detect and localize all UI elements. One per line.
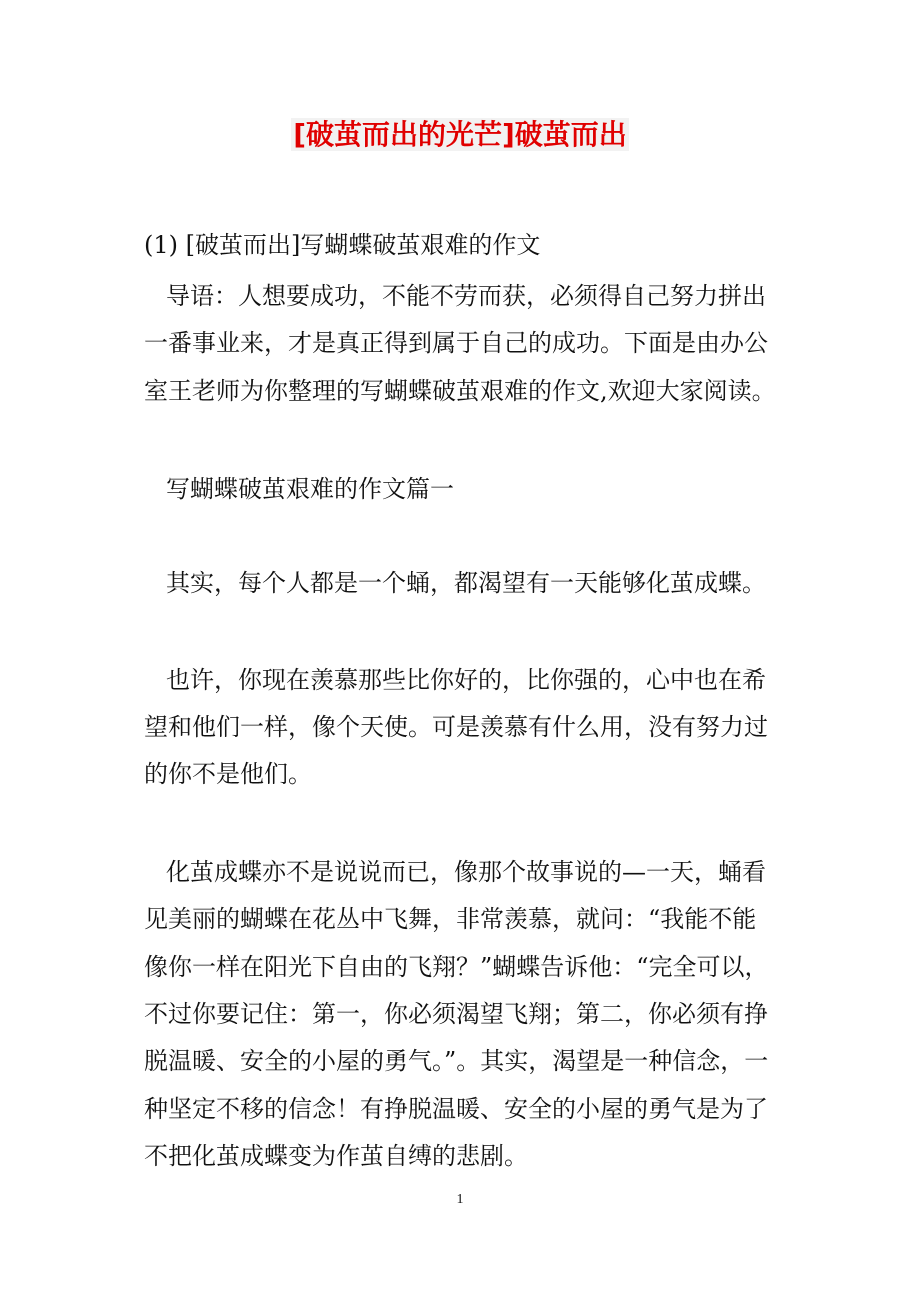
- paragraph-line: 室王老师为你整理的写蝴蝶破茧艰难的作文,欢迎大家阅读。: [144, 377, 776, 405]
- paragraph-line: 其实，每个人都是一个蛹，都渴望有一天能够化茧成蝶。: [166, 569, 766, 597]
- paragraph-line: 导语：人想要成功，不能不劳而获，必须得自己努力拼出: [166, 282, 766, 310]
- paragraph-line: 不把化茧成蝶变为作茧自缚的悲剧。: [144, 1142, 528, 1170]
- paragraph-line: 一番事业来，才是真正得到属于自己的成功。下面是由办公: [144, 329, 768, 357]
- paragraph-line: 不过你要记住：第一，你必须渴望飞翔；第二，你必须有挣: [144, 1000, 768, 1028]
- paragraph-line: 也许，你现在羡慕那些比你好的，比你强的，心中也在希: [166, 666, 766, 694]
- paragraph-line: 见美丽的蝴蝶在花丛中飞舞，非常羡慕，就问：“我能不能: [144, 905, 757, 933]
- paragraph-line: 化茧成蝶亦不是说说而已，像那个故事说的—一天，蛹看: [166, 858, 766, 886]
- paragraph-line: 像你一样在阳光下自由的飞翔？”蝴蝶告诉他：“完全可以，: [144, 953, 769, 981]
- paragraph-line: 种坚定不移的信念！有挣脱温暖、安全的小屋的勇气是为了: [144, 1095, 768, 1123]
- paragraph-line: 脱温暖、安全的小屋的勇气。”。其实，渴望是一种信念，一: [144, 1047, 769, 1075]
- subheading: 写蝴蝶破茧艰难的作文篇一: [166, 475, 454, 503]
- paragraph-line: 望和他们一样，像个天使。可是羡慕有什么用，没有努力过: [144, 713, 768, 741]
- section-heading: (1) [破茧而出]写蝴蝶破茧艰难的作文: [144, 231, 541, 259]
- title-text: [破茧而出的光芒]破茧而出: [293, 118, 627, 151]
- page-number: 1: [456, 1192, 464, 1207]
- document-title: [0, 113, 920, 157]
- paragraph-line: 的你不是他们。: [144, 760, 312, 788]
